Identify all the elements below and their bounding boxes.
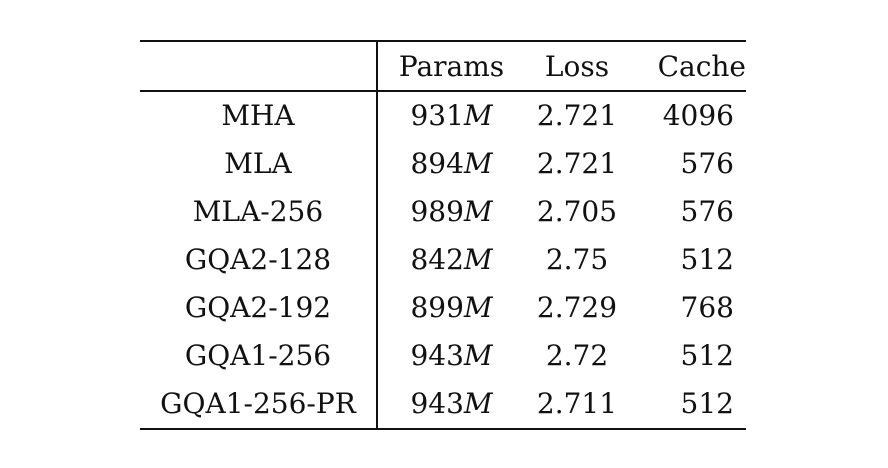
params-value: 894 — [410, 147, 464, 180]
table-row — [140, 380, 746, 429]
table-row — [140, 284, 746, 332]
cache-cell: 512 — [680, 387, 734, 420]
loss-cell: 2.705 — [536, 195, 618, 228]
cache-cell: 576 — [680, 195, 734, 228]
params-value: 989 — [410, 195, 464, 228]
params-cell — [377, 332, 525, 380]
params-unit: M — [463, 99, 493, 132]
params-unit: M — [463, 291, 493, 324]
cache-cell: 4096 — [662, 99, 734, 132]
params-unit: M — [463, 243, 493, 276]
loss-cell: 2.729 — [536, 291, 618, 324]
cache-cell: 768 — [680, 291, 734, 324]
loss-cell: 2.721 — [536, 147, 618, 180]
cache-cell: 512 — [680, 339, 734, 372]
params-unit: M — [463, 387, 493, 420]
params-cell — [377, 236, 525, 284]
params-value: 842 — [410, 243, 464, 276]
params-unit: M — [463, 195, 493, 228]
params-unit: M — [463, 339, 493, 372]
loss-cell: 2.721 — [536, 99, 618, 132]
table-row — [140, 92, 746, 140]
params-cell — [377, 284, 525, 332]
params-value: 899 — [410, 291, 464, 324]
loss-cell: 2.711 — [536, 387, 618, 420]
params-value: 931 — [410, 99, 464, 132]
header-loss: Loss — [544, 50, 610, 83]
cache-cell: 576 — [680, 147, 734, 180]
model-name: GQA1-256-PR — [140, 380, 377, 429]
params-cell — [377, 140, 525, 188]
params-value: 943 — [410, 387, 464, 420]
header-row — [140, 41, 746, 92]
model-name: GQA2-128 — [140, 236, 377, 284]
params-cell — [377, 92, 525, 140]
results-table — [140, 40, 746, 430]
table-row — [140, 236, 746, 284]
header-params: Params — [398, 50, 505, 83]
model-name: MLA-256 — [140, 188, 377, 236]
params-cell — [377, 188, 525, 236]
model-name: GQA1-256 — [140, 332, 377, 380]
loss-cell: 2.72 — [545, 339, 609, 372]
model-name: GQA2-192 — [140, 284, 377, 332]
table-row — [140, 140, 746, 188]
model-name: MLA — [140, 140, 377, 188]
table-row — [140, 332, 746, 380]
params-unit: M — [463, 147, 493, 180]
params-cell — [377, 380, 525, 429]
header-cache: Cache — [657, 50, 746, 83]
header-model — [140, 41, 377, 92]
loss-cell: 2.75 — [545, 243, 609, 276]
cache-cell: 512 — [680, 243, 734, 276]
params-value: 943 — [410, 339, 464, 372]
model-name: MHA — [140, 92, 377, 140]
table-row — [140, 188, 746, 236]
